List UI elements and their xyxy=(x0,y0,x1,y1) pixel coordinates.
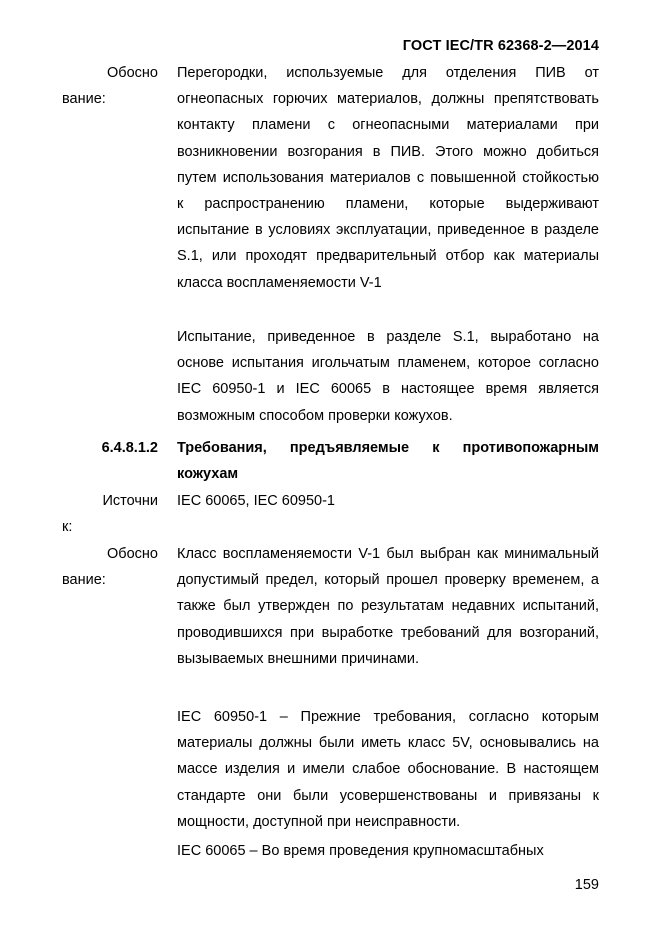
rationale-label-part2: вание: xyxy=(62,91,106,108)
source-text: IEC 60065, IEC 60950-1 xyxy=(177,493,335,509)
document-header: ГОСТ IEC/TR 62368-2—2014 xyxy=(402,38,599,54)
source-label-part2: к: xyxy=(62,519,73,536)
rationale-paragraph: IEC 60950-1 – Прежние требования, согласно которым материалы должны были иметь класс 5V, основывались на массе изделия и имели слабое обоснование. В настоящем стандарте они были усовершенствованы и привязаны к мощности, доступной при неисправности. xyxy=(177,709,599,830)
rationale-label-part1: Обосно xyxy=(107,546,158,562)
rationale-label-part1: Обосно xyxy=(107,65,158,81)
clause-number: 6.4.8.1.2 xyxy=(101,440,158,456)
source-label-part1: Источни xyxy=(102,493,158,509)
page-number: 159 xyxy=(574,877,599,893)
rationale-paragraph: Класс воспламеняемости V-1 был выбран как минимальный допустимый предел, который прошел проверку временем, а также был утвержден по результатам недавних испытаний, проводившихся при выработке требований для возгораний, вызываемых внешними причинами. xyxy=(177,546,599,667)
rationale-paragraph: Перегородки, используемые для отделения ПИВ от огнеопасных горючих материалов, должны препятствовать контакту пламени с огнеопасными материалами при возникновении возгорания в ПИВ. Этого можно добиться путем использования материалов с повышенной стойкостью к распространению пламени, которые выдерживают испытание в условиях эксплуатации, приведенное в разделе S.1, или проходят предварительный отбор как материалы класса воспламеняемости V-1 xyxy=(177,65,599,291)
clause-title: Требования, предъявляемые к противопожарным кожухам xyxy=(177,440,599,483)
rationale-label-part2: вание: xyxy=(62,572,106,589)
rationale-paragraph: IEC 60065 – Во время проведения крупномасштабных xyxy=(177,843,544,859)
rationale-paragraph: Испытание, приведенное в разделе S.1, выработано на основе испытания игольчатым пламенем, которое согласно IEC 60950-1 и IEC 60065 в настоящее время является возможным способом проверки кожухов. xyxy=(177,329,599,424)
